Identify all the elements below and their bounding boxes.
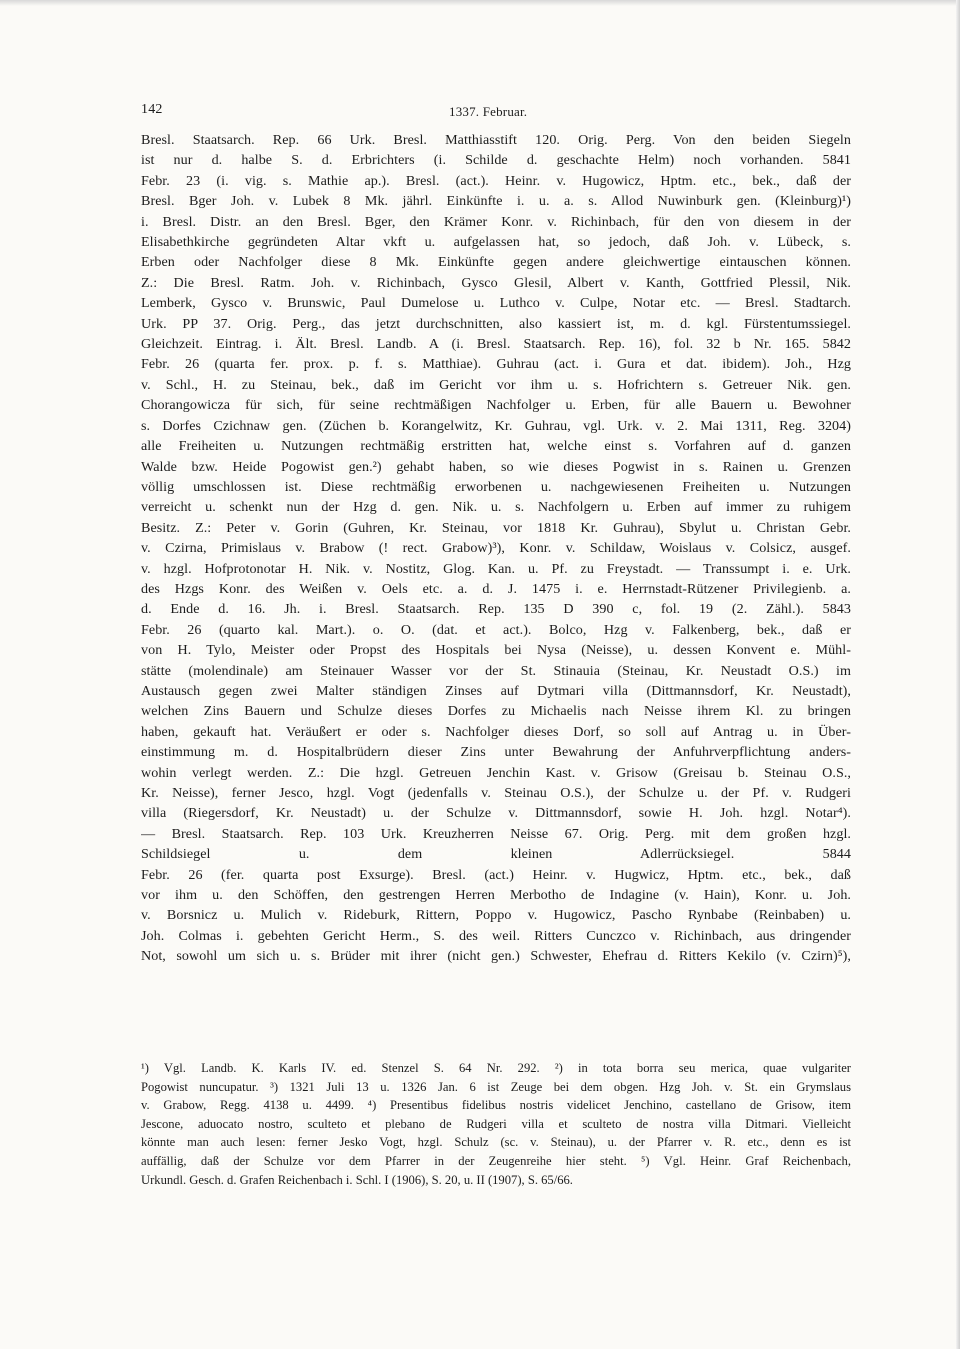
- scan-right-edge: [956, 0, 960, 1349]
- text-line: Schildsiegel u. dem kleinen Adlerrücksiegel. 5844: [141, 846, 851, 863]
- scan-top-edge: [0, 0, 960, 6]
- text-line: alle Freiheiten u. Nutzungen rechtmäßig erstritten hat, welche einst s. Vorfahren auf d. ganzen: [141, 438, 851, 455]
- page-number: 142: [141, 102, 163, 117]
- text-line: Kr. Neisse), ferner Jesco, hzgl. Vogt (jedenfalls v. Steinau O.S.), der Schulze u. der Pf. v. Rudgeri: [141, 785, 851, 801]
- text-line: — Bresl. Staatsarch. Rep. 103 Urk. Kreuzherren Neisse 67. Orig. Perg. mit dem großen hzgl.: [141, 825, 851, 842]
- text-line: Chorangowicza für sich, für seine rechtmäßigen Nachfolger u. Erben, für alle Bauern u. Bewohner: [141, 397, 851, 414]
- text-line: Bresl. Bger Joh. v. Lubek 8 Mk. jährl. Einkünfte i. u. a. s. Allod Nuwinburk gen. (Kleinburg)¹): [141, 193, 851, 210]
- text-line: Febr. 26 (quarto kal. Mart.). o. O. (dat. et act.). Bolco, Hzg v. Falkenberg, bek., daß er: [141, 621, 851, 638]
- text-line: Febr. 26 (fer. quarta post Exsurge). Bresl. (act.) Heinr. v. Hugwicz, Hptm. etc., bek., daß: [141, 866, 851, 883]
- text-line: verreicht u. schenkt nun der Hzg d. gen. Nik. u. s. Nachfolgern u. Erben auf immer zu ruhigem: [141, 499, 851, 516]
- footnote-line: auffällig, daß der Schulze vor dem Pfarrer in der Zeugenreihe hier steht. ⁵) Vgl. Heinr. Graf Reichenbach,: [141, 1153, 851, 1168]
- document-page: [141, 102, 851, 967]
- text-line: haben, gekauft hat. Veräußert er oder s. Nachfolger dieses Dorf, so soll auf Antrag u. in Über-: [141, 723, 851, 740]
- footnote-line: Urkundl. Gesch. d. Grafen Reichenbach i. Schl. I (1906), S. 20, u. II (1907), S. 65/66.: [141, 1172, 573, 1187]
- footnote-line: könnte man auch lesen: ferner Jesko Vogt, hzgl. Schulz (sc. v. Steinau), u. der Pfarrer v. R. etc., denn es ist: [141, 1135, 851, 1150]
- text-line: s. Dorfes Czichnaw gen. (Züchen b. Korangelwitz, Kr. Guhrau, vgl. Urk. v. 2. Mai 1311, Reg. 3204): [141, 417, 851, 434]
- footnote-line: Jescone, aduocato nostro, sculteto et plebano de Rudgeri villa et sculteto de nostra villa Ditmari. Vielleicht: [141, 1116, 851, 1131]
- footnote-line: v. Grabow, Regg. 4138 u. 4499. ⁴) Presentibus fidelibus nostris videlicet Jenchino, castellano de Grisow, item: [141, 1098, 851, 1113]
- text-line: Gleichzeit. Eintrag. i. Ält. Bresl. Landb. A (i. Bresl. Staatsarch. Rep. 16), fol. 32 b Nr. 165. 5842: [141, 336, 851, 353]
- text-line: v. Czirna, Primislaus v. Brabow (! rect. Grabow)³), Konr. v. Schildaw, Woislaus v. Colsicz, ausgef.: [141, 540, 851, 557]
- text-line: d. Ende d. 16. Jh. i. Bresl. Staatsarch. Rep. 135 D 390 c, fol. 19 (2. Zähl.). 5843: [141, 601, 851, 618]
- text-line: v. Schl., H. zu Steinau, bek., daß im Gericht vor ihm u. s. Hofrichtern s. Getreuer Nik. gen.: [141, 376, 851, 393]
- footnote-line: Pogowist nuncupatur. ³) 1321 Juli 13 u. 1326 Jan. 6 ist Zeuge bei dem obgen. Hzg Joh. v. St. ein Grymslaus: [141, 1079, 851, 1094]
- text-line: einstimmung m. d. Hospitalbrüdern dieser Zins unter Bewahrung der Anfuhrverpflichtung anders-: [141, 744, 851, 761]
- text-line: stätte (molendinale) am Steinauer Wasser vor der St. Stinauia (Steinau, Kr. Neustadt O.S.) im: [141, 662, 851, 679]
- text-line: Lemberk, Gysco v. Brunswic, Paul Dumelose u. Luthco v. Culpe, Notar etc. — Bresl. Stadtarch.: [141, 295, 851, 312]
- text-line: Urk. PP 37. Orig. Perg., das jetzt durchschnitten, also kassiert ist, m. d. kgl. Fürstentumssiegel.: [141, 315, 851, 332]
- text-line: Febr. 26 (quarta fer. prox. p. f. s. Matthiae). Guhrau (act. i. Gura et dat. ibidem). Joh., Hzg: [141, 356, 851, 373]
- text-line: völlig umschlossen ist. Diese rechtmäßig erworbenen u. nachgewiesenen Freiheiten u. Nutzungen: [141, 478, 851, 495]
- main-text: [141, 130, 851, 967]
- text-line: vor ihm u. den Schöffen, den gestrengen Herren Merbotho de Indagine (v. Hain), Konr. u. Joh.: [141, 887, 851, 904]
- footnote-line: ¹) Vgl. Landb. K. Karls IV. ed. Stenzel S. 64 Nr. 292. ²) in tota borra seu merica, quae vulgariter: [141, 1061, 851, 1075]
- text-line: v. hzgl. Hofprotonotar H. Nik. v. Nostitz, Glog. Kan. u. Pf. zu Freystadt. — Transsumpt i. e. Urk.: [141, 560, 851, 577]
- text-line: Joh. Colmas i. gebehten Gericht Herm., S. des weil. Ritters Cunczco v. Richinbach, aus dringender: [141, 927, 851, 944]
- text-line: Walde bzw. Heide Pogowist gen.²) gehabt haben, so wie dieses Pogwist in s. Rainen u. Grenzen: [141, 458, 851, 475]
- text-line: Z.: Die Bresl. Ratm. Joh. v. Richinbach, Gysco Glesil, Albert v. Kanth, Gottfried Plessil, Nik.: [141, 274, 851, 291]
- page-header: [141, 102, 851, 126]
- text-line: villa (Riegersdorf, Kr. Neustadt) u. der Schulze v. Dittmannsdorf, sowie H. Joh. hzgl. Notar⁴).: [141, 805, 851, 822]
- text-line: Bresl. Staatsarch. Rep. 66 Urk. Bresl. Matthiasstift 120. Orig. Perg. Von den beiden Siegeln: [141, 132, 851, 148]
- text-line: von H. Tylo, Meister oder Propst des Hospitals bei Nysa (Neisse), u. dessen Konvent e. Mühl-: [141, 642, 851, 659]
- running-head: 1337. Februar.: [449, 104, 528, 119]
- text-line: Besitz. Z.: Peter v. Gorin (Guhren, Kr. Steinau, vor 1818 Kr. Guhrau), Sbylut u. Christan Gebr.: [141, 519, 851, 536]
- text-line: des Hzgs Konr. des Weißen v. Oels etc. a. d. J. 1475 i. e. Herrnstadt-Rützener Privilegienb. a.: [141, 580, 851, 597]
- text-line: Febr. 23 (i. vig. s. Mathie ap.). Bresl. (act.). Heinr. v. Hugowicz, Hptm. etc., bek., daß der: [141, 172, 851, 189]
- text-line: welchen Zins Bauern und Schulze dieses Dorfes zu Michaelis nach Neisse ihrem Kl. zu bringen: [141, 703, 851, 720]
- text-line: Elisabethkirche gegründeten Altar vkft u. aufgelassen hat, so jedoch, daß Joh. v. Lübeck, s.: [141, 234, 851, 251]
- text-line: ist nur d. halbe S. d. Erbrichters (i. Schilde d. geschachte Helm) noch vorhanden. 5841: [141, 152, 851, 169]
- text-line: Erben oder Nachfolger diese 8 Mk. Einkünfte gegen andere gleichwertige eintauschen können.: [141, 254, 851, 271]
- text-line: i. Bresl. Distr. an den Bresl. Bger, den Krämer Konr. v. Richinbach, für den von diesem in der: [141, 213, 851, 230]
- text-line: v. Borsnicz u. Mulich v. Rideburk, Rittern, Poppo v. Hugowicz, Pascho Rynbabe (Reinbaben) u.: [141, 907, 851, 924]
- footnotes: [141, 1059, 851, 1189]
- text-line: Austausch gegen zwei Malter ständigen Zinses auf Dytmari villa (Dittmannsdorf, Kr. Neustadt),: [141, 682, 851, 699]
- text-line: wohin verlegt werden. Z.: Die hzgl. Getreuen Jenchin Kast. v. Grisow (Greisau b. Steinau O.S.,: [141, 764, 851, 781]
- text-line: Not, sowohl um sich u. s. Brüder mit ihrer (nicht gen.) Schwester, Ehefrau d. Ritters Kekilo (v. Czirn)⁵),: [141, 948, 851, 965]
